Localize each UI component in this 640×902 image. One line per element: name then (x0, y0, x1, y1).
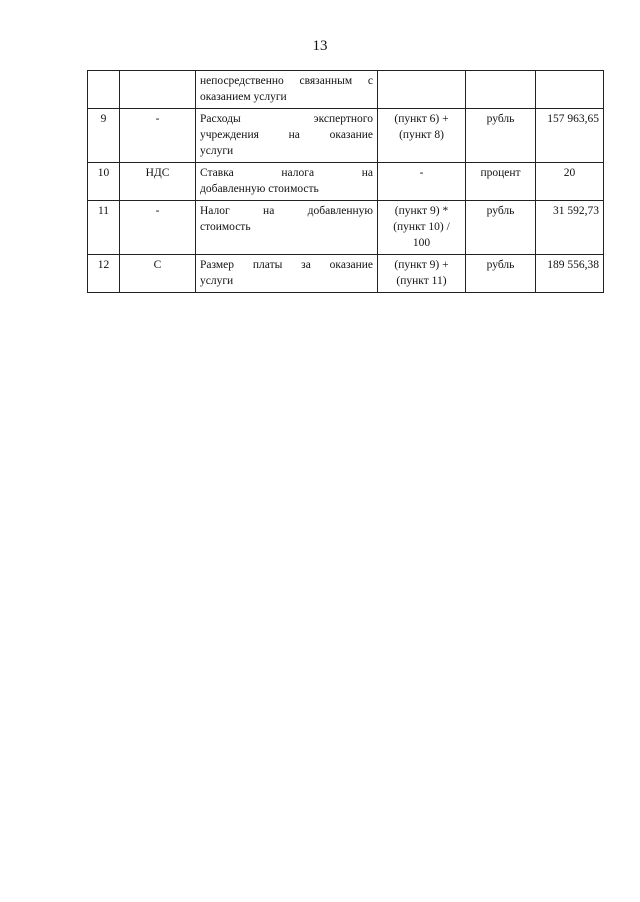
unit-cell: рубль (466, 255, 536, 293)
description-line: Размер платы за оказание (200, 259, 373, 271)
formula-line: (пункт 10) / (393, 221, 450, 233)
symbol-cell: С (120, 255, 196, 293)
table-row (88, 71, 604, 109)
value-cell: 189 556,38 (536, 255, 604, 293)
description-line: Ставка налога на (200, 167, 373, 179)
description-cell (196, 71, 378, 109)
symbol-cell: НДС (120, 163, 196, 201)
description-line: услуги (200, 275, 234, 287)
row-number-cell: 9 (88, 109, 120, 163)
formula-line: (пункт 11) (396, 275, 447, 287)
description-cell (196, 255, 378, 293)
row-number-cell: 11 (88, 201, 120, 255)
table-row (88, 163, 604, 201)
description-line: стоимость (200, 221, 251, 233)
formula-line: - (419, 167, 424, 179)
value-cell: 31 592,73 (536, 201, 604, 255)
unit-cell (466, 71, 536, 109)
formula-cell (378, 163, 466, 201)
formula-cell (378, 71, 466, 109)
row-number-cell: 12 (88, 255, 120, 293)
symbol-cell: - (120, 109, 196, 163)
description-cell (196, 201, 378, 255)
formula-line: (пункт 9) + (394, 259, 449, 271)
formula-line: (пункт 8) (399, 129, 444, 141)
formula-line: (пункт 6) + (394, 113, 449, 125)
value-cell: 20 (536, 163, 604, 201)
table-row (88, 201, 604, 255)
description-line: Расходы экспертного (200, 113, 373, 125)
page-number: 13 (312, 38, 328, 54)
table-row (88, 109, 604, 163)
unit-cell: рубль (466, 109, 536, 163)
unit-cell: процент (466, 163, 536, 201)
description-cell (196, 109, 378, 163)
formula-cell (378, 255, 466, 293)
row-number-cell: 10 (88, 163, 120, 201)
description-line: учреждения на оказание (200, 129, 373, 141)
description-line: Налог на добавленную (200, 205, 373, 217)
formula-line: 100 (412, 237, 431, 249)
formula-cell (378, 201, 466, 255)
description-line: добавленную стоимость (200, 183, 319, 195)
description-line: услуги (200, 145, 234, 157)
description-cell (196, 163, 378, 201)
cost-table (87, 70, 604, 293)
symbol-cell: - (120, 201, 196, 255)
formula-line: (пункт 9) * (394, 205, 449, 217)
value-cell: 157 963,65 (536, 109, 604, 163)
table-row (88, 255, 604, 293)
description-line: непосредственно связанным с (200, 75, 373, 87)
formula-cell (378, 109, 466, 163)
symbol-cell (120, 71, 196, 109)
unit-cell: рубль (466, 201, 536, 255)
row-number-cell (88, 71, 120, 109)
value-cell (536, 71, 604, 109)
description-line: оказанием услуги (200, 91, 287, 103)
